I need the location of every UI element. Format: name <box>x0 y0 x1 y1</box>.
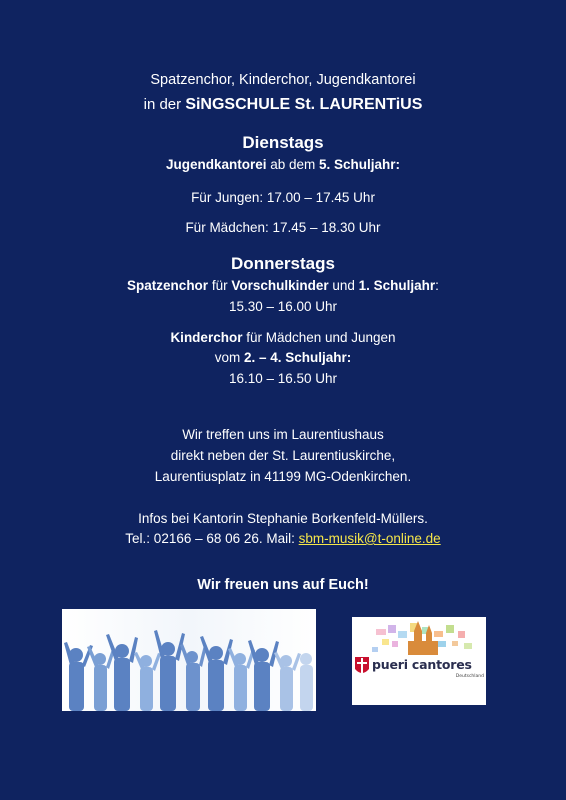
spatz-mid-2: und <box>328 278 359 293</box>
location-line-1: Wir treffen uns im Laurentiushaus <box>182 427 384 442</box>
jugendkantorei-label: Jugendkantorei <box>165 157 267 172</box>
kinderchor-years-range: 2. – 4. Schuljahr: <box>243 350 352 365</box>
contact-line-2 <box>0 530 566 548</box>
kinderchor-years <box>0 349 566 367</box>
email-link[interactable]: sbm-musik@t-online.de <box>298 531 441 546</box>
tuesday-year: 5. Schuljahr: <box>319 157 401 172</box>
spatzenchor-line <box>0 277 566 295</box>
tuesday-sub-mid: ab dem <box>266 157 320 172</box>
kinderchor-time: 16.10 – 16.50 Uhr <box>228 371 338 386</box>
spatzenchor-label: Spatzenchor <box>127 278 209 293</box>
cross-shield-icon <box>355 657 369 673</box>
children-silhouette-illustration <box>62 609 316 711</box>
location-line-2: direkt neben der St. Laurentiuskirche, <box>170 448 396 463</box>
school-name: SiNGSCHULE St. LAURENTiUS <box>185 96 423 113</box>
pueri-cantores-logo <box>352 617 486 705</box>
tuesday-girls-time: Für Mädchen: 17.45 – 18.30 Uhr <box>185 220 381 235</box>
contact-line-1: Infos bei Kantorin Stephanie Borkenfeld-Müllers. <box>138 511 428 526</box>
kinderchor-label: Kinderchor <box>170 330 243 345</box>
spatzenchor-time: 15.30 – 16.00 Uhr <box>228 299 338 314</box>
kinderchor-vom: vom <box>214 350 244 365</box>
spatz-mid-1: für <box>208 278 232 293</box>
header-line-1: Spatzenchor, Kinderchor, Jugendkantorei <box>150 72 416 88</box>
location-line-3: Laurentiusplatz in 41199 MG-Odenkirchen. <box>154 469 412 484</box>
kinderchor-rest: für Mädchen und Jungen <box>242 330 396 345</box>
header-line-2 <box>0 96 566 114</box>
tuesday-boys-time: Für Jungen: 17.00 – 17.45 Uhr <box>191 190 375 205</box>
spatz-end: : <box>435 278 439 293</box>
tuesday-heading: Dienstags <box>242 133 324 152</box>
first-year-label: 1. Schuljahr <box>358 278 436 293</box>
thursday-heading: Donnerstags <box>231 254 335 273</box>
children-silhouette-image <box>62 609 316 711</box>
kinderchor-line <box>0 329 566 347</box>
header-prefix: in der <box>143 96 186 113</box>
logo-text: pueri cantores <box>372 657 472 672</box>
closing-text: Wir freuen uns auf Euch! <box>197 577 369 593</box>
contact-tel: Tel.: 02166 – 68 06 26. Mail: <box>125 531 299 546</box>
vorschulkinder-label: Vorschulkinder <box>231 278 329 293</box>
logo-subtext: Deutschland <box>455 674 484 679</box>
tuesday-subheading <box>0 156 566 174</box>
